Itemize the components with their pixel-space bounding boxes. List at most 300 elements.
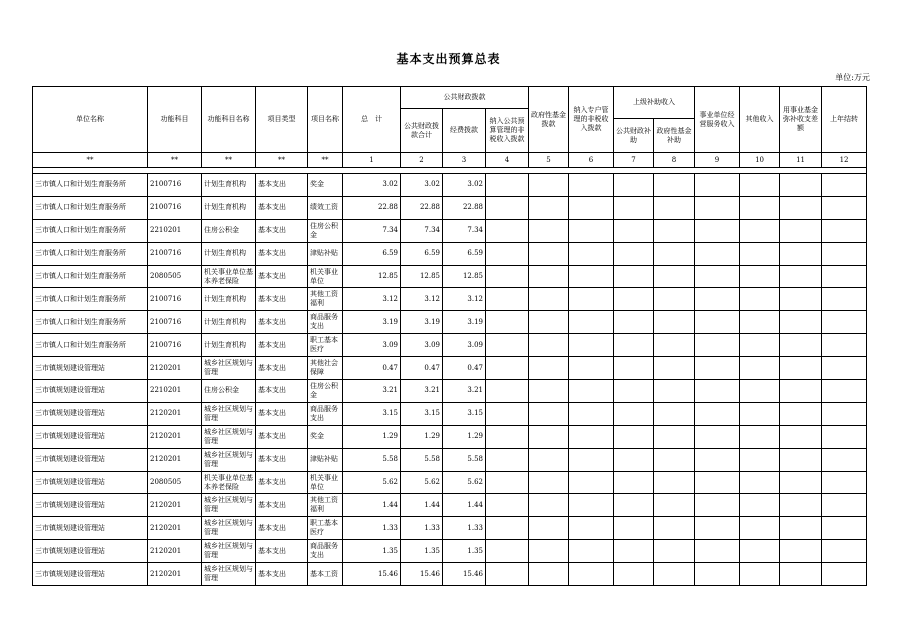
cell-empty [695, 174, 740, 197]
table-row [33, 517, 867, 540]
cell-empty [486, 517, 529, 540]
cell-item-name: 住房公积金 [308, 219, 343, 242]
cell-empty [780, 425, 822, 448]
col-public-finance: 公共财政拨款 [401, 87, 529, 109]
cell-total: 0.47 [343, 357, 401, 380]
cell-total: 3.21 [343, 380, 401, 403]
col-total: 总 计 [343, 87, 401, 153]
cell-empty [695, 311, 740, 334]
cell-item-name: 其他社会保障 [308, 357, 343, 380]
cell-empty [822, 242, 867, 265]
cell-empty [614, 265, 654, 288]
cell-empty [654, 288, 695, 311]
cell-empty [486, 357, 529, 380]
cell-item-name: 职工基本医疗 [308, 334, 343, 357]
cell-empty [695, 402, 740, 425]
cell-empty [654, 517, 695, 540]
cell-pf-expense: 22.88 [443, 196, 486, 219]
cell-pf-subtotal: 1.44 [401, 494, 443, 517]
cell-unit-name: 三市镇规划建设管理站 [33, 448, 148, 471]
cell-unit-name: 三市镇规划建设管理站 [33, 357, 148, 380]
cell-empty [486, 334, 529, 357]
cell-empty [695, 471, 740, 494]
cell-empty [740, 265, 780, 288]
cell-func-code: 2080505 [148, 265, 202, 288]
cell-item-name: 奖金 [308, 174, 343, 197]
cell-empty [529, 471, 569, 494]
cell-empty [695, 265, 740, 288]
cell-pf-expense: 5.58 [443, 448, 486, 471]
cell-empty [614, 448, 654, 471]
col-func-name: 功能科目名称 [202, 87, 256, 153]
cell-func-name: 计划生育机构 [202, 196, 256, 219]
cell-empty [486, 540, 529, 563]
table-row [33, 357, 867, 380]
cell-total: 12.85 [343, 265, 401, 288]
cell-unit-name: 三市镇人口和计划生育服务所 [33, 334, 148, 357]
cell-empty [486, 288, 529, 311]
cell-empty [654, 219, 695, 242]
column-index-cell: 10 [740, 153, 780, 168]
cell-unit-name: 三市镇规划建设管理站 [33, 402, 148, 425]
cell-empty [695, 448, 740, 471]
cell-empty [740, 448, 780, 471]
cell-empty [654, 540, 695, 563]
cell-func-code: 2100716 [148, 196, 202, 219]
report-title: 基本支出预算总表 [396, 52, 501, 66]
cell-empty [695, 288, 740, 311]
table-row [33, 311, 867, 334]
cell-empty [569, 563, 614, 586]
cell-empty [486, 174, 529, 197]
cell-unit-name: 三市镇人口和计划生育服务所 [33, 196, 148, 219]
cell-empty [822, 517, 867, 540]
col-last-year: 上年结转 [822, 87, 867, 153]
cell-total: 3.15 [343, 402, 401, 425]
cell-empty [614, 174, 654, 197]
cell-func-code: 2120201 [148, 425, 202, 448]
cell-item-name: 绩效工资 [308, 196, 343, 219]
cell-empty [614, 219, 654, 242]
cell-empty [740, 311, 780, 334]
col-gov-fund: 政府性基金拨款 [529, 87, 569, 153]
cell-total: 3.19 [343, 311, 401, 334]
cell-empty [822, 494, 867, 517]
col-item-type: 项目类型 [256, 87, 308, 153]
col-fund-balance: 用事业基金弥补收支差额 [780, 87, 822, 153]
cell-empty [740, 563, 780, 586]
cell-item-type: 基本支出 [256, 517, 308, 540]
cell-item-name: 机关事业单位 [308, 265, 343, 288]
column-index-cell: ** [256, 153, 308, 168]
cell-empty [486, 402, 529, 425]
cell-total: 1.29 [343, 425, 401, 448]
table-row [33, 402, 867, 425]
cell-unit-name: 三市镇人口和计划生育服务所 [33, 265, 148, 288]
cell-empty [780, 563, 822, 586]
cell-item-name: 其他工资福利 [308, 288, 343, 311]
cell-empty [822, 174, 867, 197]
cell-empty [740, 471, 780, 494]
cell-pf-subtotal: 6.59 [401, 242, 443, 265]
cell-func-code: 2100716 [148, 174, 202, 197]
column-index-cell: 1 [343, 153, 401, 168]
cell-empty [780, 219, 822, 242]
column-index-cell: 3 [443, 153, 486, 168]
cell-empty [569, 242, 614, 265]
cell-empty [569, 402, 614, 425]
cell-pf-subtotal: 1.29 [401, 425, 443, 448]
cell-empty [569, 174, 614, 197]
cell-empty [780, 540, 822, 563]
cell-func-name: 计划生育机构 [202, 288, 256, 311]
column-index-cell: 6 [569, 153, 614, 168]
cell-item-type: 基本支出 [256, 174, 308, 197]
cell-pf-subtotal: 3.19 [401, 311, 443, 334]
cell-empty [695, 517, 740, 540]
cell-pf-subtotal: 1.33 [401, 517, 443, 540]
cell-empty [614, 288, 654, 311]
cell-empty [654, 471, 695, 494]
table-row [33, 563, 867, 586]
col-func-code: 功能科目 [148, 87, 202, 153]
cell-empty [569, 517, 614, 540]
column-index-cell: ** [308, 153, 343, 168]
cell-func-code: 2210201 [148, 380, 202, 403]
cell-empty [654, 265, 695, 288]
cell-unit-name: 三市镇规划建设管理站 [33, 517, 148, 540]
cell-item-name: 商品服务支出 [308, 402, 343, 425]
table-row [33, 174, 867, 197]
cell-pf-expense: 1.33 [443, 517, 486, 540]
cell-pf-subtotal: 15.46 [401, 563, 443, 586]
cell-empty [740, 174, 780, 197]
cell-total: 3.12 [343, 288, 401, 311]
cell-func-code: 2100716 [148, 311, 202, 334]
cell-empty [822, 219, 867, 242]
cell-empty [529, 540, 569, 563]
cell-empty [822, 540, 867, 563]
cell-item-type: 基本支出 [256, 471, 308, 494]
cell-empty [614, 540, 654, 563]
cell-pf-expense: 6.59 [443, 242, 486, 265]
cell-empty [569, 494, 614, 517]
table-row [33, 219, 867, 242]
cell-empty [529, 196, 569, 219]
cell-func-code: 2210201 [148, 219, 202, 242]
cell-empty [780, 357, 822, 380]
cell-empty [654, 494, 695, 517]
cell-pf-subtotal: 12.85 [401, 265, 443, 288]
column-index-cell: 7 [614, 153, 654, 168]
cell-item-type: 基本支出 [256, 265, 308, 288]
col-special-nontax: 纳入专户管理的非税收入拨款 [569, 87, 614, 153]
cell-empty [569, 288, 614, 311]
cell-empty [529, 311, 569, 334]
cell-func-name: 计划生育机构 [202, 242, 256, 265]
cell-item-name: 奖金 [308, 425, 343, 448]
cell-empty [822, 357, 867, 380]
col-sup-gov: 政府性基金补助 [654, 119, 695, 153]
table-row [33, 196, 867, 219]
cell-empty [486, 311, 529, 334]
cell-pf-expense: 1.44 [443, 494, 486, 517]
cell-func-code: 2120201 [148, 517, 202, 540]
cell-pf-subtotal: 1.35 [401, 540, 443, 563]
cell-item-type: 基本支出 [256, 288, 308, 311]
cell-empty [740, 402, 780, 425]
cell-empty [529, 357, 569, 380]
cell-pf-expense: 3.21 [443, 380, 486, 403]
table-row [33, 334, 867, 357]
table-row [33, 425, 867, 448]
cell-empty [486, 425, 529, 448]
cell-pf-expense: 1.29 [443, 425, 486, 448]
table-row [33, 288, 867, 311]
cell-empty [569, 311, 614, 334]
cell-item-type: 基本支出 [256, 494, 308, 517]
cell-unit-name: 三市镇人口和计划生育服务所 [33, 174, 148, 197]
cell-empty [740, 357, 780, 380]
cell-func-name: 城乡社区规划与管理 [202, 517, 256, 540]
cell-empty [486, 448, 529, 471]
cell-func-code: 2120201 [148, 402, 202, 425]
cell-item-type: 基本支出 [256, 242, 308, 265]
cell-func-code: 2120201 [148, 563, 202, 586]
cell-item-name: 职工基本医疗 [308, 517, 343, 540]
cell-item-type: 基本支出 [256, 196, 308, 219]
cell-func-code: 2120201 [148, 357, 202, 380]
cell-empty [780, 448, 822, 471]
cell-empty [614, 334, 654, 357]
cell-empty [822, 425, 867, 448]
cell-empty [695, 494, 740, 517]
cell-empty [740, 334, 780, 357]
cell-func-code: 2100716 [148, 288, 202, 311]
cell-func-name: 城乡社区规划与管理 [202, 448, 256, 471]
cell-total: 15.46 [343, 563, 401, 586]
cell-empty [695, 563, 740, 586]
cell-func-name: 城乡社区规划与管理 [202, 494, 256, 517]
cell-empty [654, 380, 695, 403]
cell-empty [486, 471, 529, 494]
cell-item-type: 基本支出 [256, 357, 308, 380]
cell-empty [822, 334, 867, 357]
cell-empty [780, 288, 822, 311]
column-index-cell: ** [148, 153, 202, 168]
cell-empty [780, 517, 822, 540]
cell-empty [780, 380, 822, 403]
cell-empty [529, 380, 569, 403]
cell-empty [780, 334, 822, 357]
cell-empty [780, 494, 822, 517]
cell-empty [780, 471, 822, 494]
cell-func-name: 计划生育机构 [202, 174, 256, 197]
table-row [33, 448, 867, 471]
cell-func-name: 机关事业单位基本养老保险 [202, 471, 256, 494]
cell-empty [822, 288, 867, 311]
cell-total: 5.62 [343, 471, 401, 494]
cell-empty [529, 494, 569, 517]
cell-pf-subtotal: 7.34 [401, 219, 443, 242]
cell-item-name: 住房公积金 [308, 380, 343, 403]
col-item-name: 项目名称 [308, 87, 343, 153]
cell-empty [740, 517, 780, 540]
cell-item-name: 基本工资 [308, 563, 343, 586]
cell-empty [822, 563, 867, 586]
cell-pf-expense: 15.46 [443, 563, 486, 586]
cell-empty [822, 311, 867, 334]
cell-empty [780, 174, 822, 197]
cell-empty [740, 425, 780, 448]
cell-empty [614, 517, 654, 540]
cell-empty [614, 311, 654, 334]
cell-item-name: 商品服务支出 [308, 540, 343, 563]
cell-empty [486, 265, 529, 288]
cell-empty [614, 196, 654, 219]
cell-func-name: 城乡社区规划与管理 [202, 540, 256, 563]
column-index-row [33, 153, 867, 168]
cell-item-name: 津贴补贴 [308, 242, 343, 265]
table-row [33, 380, 867, 403]
column-index-cell: 4 [486, 153, 529, 168]
cell-empty [695, 219, 740, 242]
cell-empty [529, 402, 569, 425]
column-index-cell: ** [202, 153, 256, 168]
column-index-cell: 5 [529, 153, 569, 168]
column-index-cell: 9 [695, 153, 740, 168]
cell-empty [695, 357, 740, 380]
cell-empty [614, 494, 654, 517]
cell-empty [780, 402, 822, 425]
cell-empty [529, 425, 569, 448]
cell-unit-name: 三市镇规划建设管理站 [33, 563, 148, 586]
cell-empty [569, 334, 614, 357]
col-sup-public: 公共财政补助 [614, 119, 654, 153]
cell-total: 5.58 [343, 448, 401, 471]
cell-empty [740, 242, 780, 265]
cell-unit-name: 三市镇人口和计划生育服务所 [33, 288, 148, 311]
cell-pf-expense: 3.12 [443, 288, 486, 311]
cell-func-name: 计划生育机构 [202, 311, 256, 334]
cell-pf-subtotal: 3.21 [401, 380, 443, 403]
cell-empty [486, 242, 529, 265]
col-superior: 上级补助收入 [614, 87, 695, 119]
cell-func-name: 计划生育机构 [202, 334, 256, 357]
cell-empty [614, 425, 654, 448]
cell-item-type: 基本支出 [256, 311, 308, 334]
cell-pf-expense: 3.15 [443, 402, 486, 425]
cell-pf-expense: 7.34 [443, 219, 486, 242]
cell-total: 1.33 [343, 517, 401, 540]
cell-empty [740, 288, 780, 311]
cell-empty [695, 425, 740, 448]
column-index-cell: 8 [654, 153, 695, 168]
cell-empty [695, 334, 740, 357]
cell-pf-subtotal: 3.09 [401, 334, 443, 357]
cell-total: 1.44 [343, 494, 401, 517]
cell-func-code: 2080505 [148, 471, 202, 494]
cell-empty [740, 540, 780, 563]
cell-pf-subtotal: 5.62 [401, 471, 443, 494]
table-header [33, 87, 867, 174]
cell-unit-name: 三市镇规划建设管理站 [33, 425, 148, 448]
cell-empty [654, 448, 695, 471]
cell-pf-subtotal: 3.15 [401, 402, 443, 425]
cell-func-name: 住房公积金 [202, 380, 256, 403]
cell-pf-expense: 12.85 [443, 265, 486, 288]
cell-unit-name: 三市镇规划建设管理站 [33, 494, 148, 517]
cell-pf-expense: 3.19 [443, 311, 486, 334]
cell-empty [695, 540, 740, 563]
cell-empty [695, 380, 740, 403]
cell-empty [695, 196, 740, 219]
cell-item-name: 商品服务支出 [308, 311, 343, 334]
cell-empty [822, 196, 867, 219]
cell-empty [780, 242, 822, 265]
cell-item-name: 机关事业单位 [308, 471, 343, 494]
cell-empty [569, 380, 614, 403]
cell-empty [822, 471, 867, 494]
cell-empty [614, 471, 654, 494]
cell-item-type: 基本支出 [256, 563, 308, 586]
table-row [33, 265, 867, 288]
cell-empty [529, 265, 569, 288]
cell-pf-subtotal: 5.58 [401, 448, 443, 471]
cell-unit-name: 三市镇人口和计划生育服务所 [33, 311, 148, 334]
cell-empty [740, 219, 780, 242]
cell-func-code: 2100716 [148, 242, 202, 265]
cell-item-type: 基本支出 [256, 425, 308, 448]
cell-empty [529, 174, 569, 197]
cell-pf-expense: 1.35 [443, 540, 486, 563]
cell-total: 7.34 [343, 219, 401, 242]
cell-empty [529, 334, 569, 357]
col-pf-expense: 经费拨款 [443, 109, 486, 153]
cell-empty [654, 174, 695, 197]
cell-unit-name: 三市镇人口和计划生育服务所 [33, 219, 148, 242]
cell-empty [740, 494, 780, 517]
cell-item-type: 基本支出 [256, 402, 308, 425]
cell-item-type: 基本支出 [256, 448, 308, 471]
cell-empty [529, 448, 569, 471]
col-pf-subtotal: 公共财政拨款合计 [401, 109, 443, 153]
cell-empty [780, 311, 822, 334]
cell-empty [569, 448, 614, 471]
column-index-cell: 2 [401, 153, 443, 168]
cell-unit-name: 三市镇人口和计划生育服务所 [33, 242, 148, 265]
cell-item-type: 基本支出 [256, 219, 308, 242]
cell-func-name: 城乡社区规划与管理 [202, 563, 256, 586]
cell-empty [822, 448, 867, 471]
cell-empty [822, 380, 867, 403]
cell-pf-expense: 3.09 [443, 334, 486, 357]
cell-empty [529, 288, 569, 311]
cell-unit-name: 三市镇规划建设管理站 [33, 471, 148, 494]
cell-func-name: 机关事业单位基本养老保险 [202, 265, 256, 288]
unit-label: 单位:万元 [835, 73, 870, 82]
cell-empty [822, 402, 867, 425]
cell-empty [654, 357, 695, 380]
cell-empty [569, 425, 614, 448]
cell-empty [654, 334, 695, 357]
cell-func-code: 2100716 [148, 334, 202, 357]
cell-empty [695, 242, 740, 265]
table-row [33, 540, 867, 563]
table-row [33, 494, 867, 517]
cell-pf-subtotal: 22.88 [401, 196, 443, 219]
cell-pf-expense: 0.47 [443, 357, 486, 380]
